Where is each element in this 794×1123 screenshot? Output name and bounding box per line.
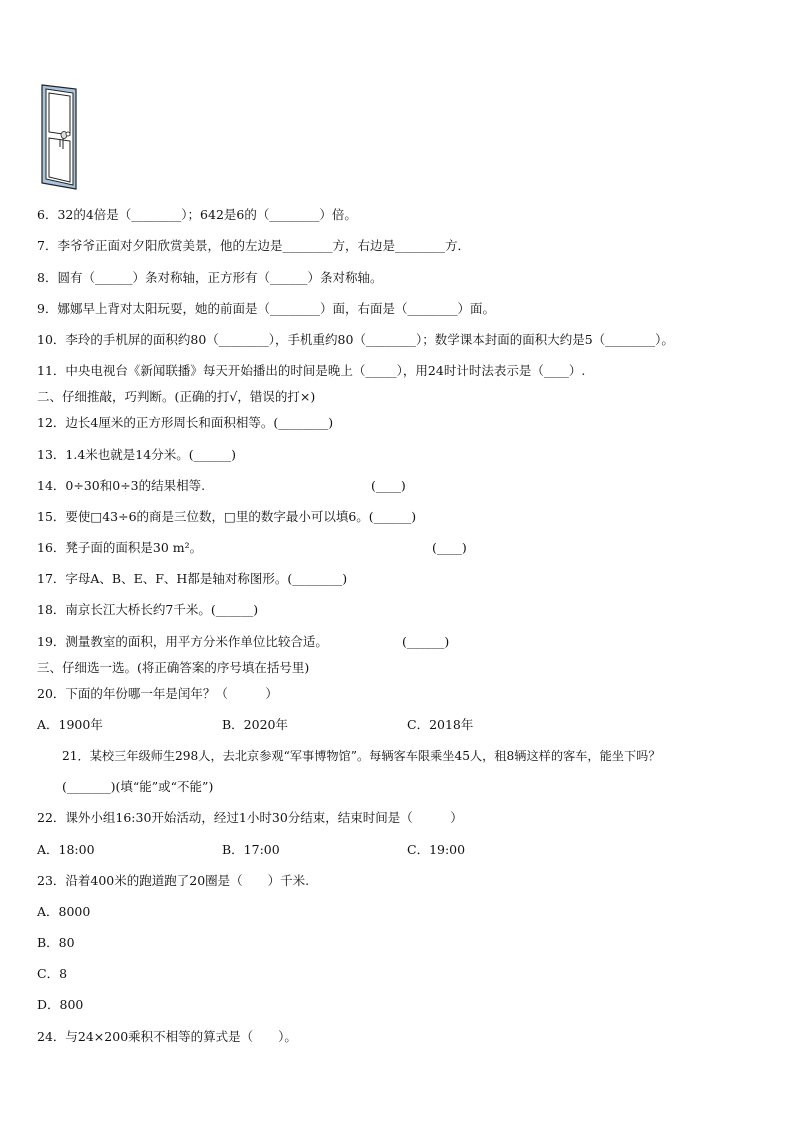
question-19: 19．测量教室的面积，用平方分米作单位比较合适。 (37, 634, 328, 649)
question-15: 15．要使□43÷6的商是三位数，□里的数字最小可以填6。(______) (37, 509, 417, 524)
q20-option-c: C．2018年 (407, 717, 474, 732)
question-20: 20．下面的年份哪一年是闰年？（ ） (37, 686, 278, 701)
question-24: 24．与24×200乘积不相等的算式是（ ）。 (37, 1029, 297, 1044)
question-16-blank: (____) (432, 540, 467, 555)
door-illustration (39, 83, 79, 191)
question-9: 9．娜娜早上背对太阳玩耍，她的前面是（________）面，右面是（________）面。 (37, 301, 495, 316)
question-6: 6．32的4倍是（________）；642是6的（________）倍。 (37, 207, 357, 222)
question-14: 14．0÷30和0÷3的结果相等. (37, 478, 206, 493)
q23-option-a: A．8000 (37, 904, 91, 919)
question-11: 11．中央电视台《新闻联播》每天开始播出的时间是晚上（_____），用24时计时法表示是（____）. (37, 363, 586, 378)
question-21: 21．某校三年级师生298人，去北京参观“军事博物馆”。每辆客车限乘坐45人，租8辆这样的客车，能坐下吗？ (62, 749, 661, 763)
q22-option-a: A．18:00 (37, 842, 95, 857)
q20-option-a: A．1900年 (37, 717, 103, 732)
q22-option-c: C．19:00 (407, 842, 466, 857)
q23-option-c: C．8 (37, 966, 68, 981)
question-19-blank: (______) (402, 634, 450, 649)
question-7: 7．李爷爷正面对夕阳欣赏美景，他的左边是________方，右边是________方． (37, 238, 470, 253)
question-12: 12．边长4厘米的正方形周长和面积相等。(________) (37, 415, 334, 430)
question-21-answer: (_______)(填“能”或“不能”) (62, 779, 214, 794)
question-10: 10．李玲的手机屏的面积约80（________），手机重约80（________）；数学课本封面的面积大约是5（________）。 (37, 332, 674, 347)
q23-option-b: B．80 (37, 935, 75, 950)
q20-option-b: B．2020年 (222, 717, 288, 732)
section-3-heading: 三、仔细选一选。(将正确答案的序号填在括号里) (37, 660, 310, 675)
question-22: 22．课外小组16:30开始活动，经过1小时30分结束，结束时间是（ ） (37, 810, 463, 825)
question-8: 8．圆有（______）条对称轴，正方形有（______）条对称轴。 (37, 270, 383, 285)
question-18: 18．南京长江大桥长约7千米。(______) (37, 602, 259, 617)
question-13: 13．1.4米也就是14分米。(______) (37, 447, 236, 462)
q23-option-d: D．800 (37, 997, 84, 1012)
question-16: 16．凳子面的面积是30 m²。 (37, 540, 203, 555)
question-14-blank: (____) (371, 478, 406, 493)
question-23: 23．沿着400米的跑道跑了20圈是（ ）千米. (37, 873, 310, 888)
q22-option-b: B．17:00 (222, 842, 280, 857)
question-17: 17．字母A、B、E、F、H都是轴对称图形。(________) (37, 571, 348, 586)
section-2-heading: 二、仔细推敲，巧判断。(正确的打√，错误的打×) (37, 389, 316, 404)
